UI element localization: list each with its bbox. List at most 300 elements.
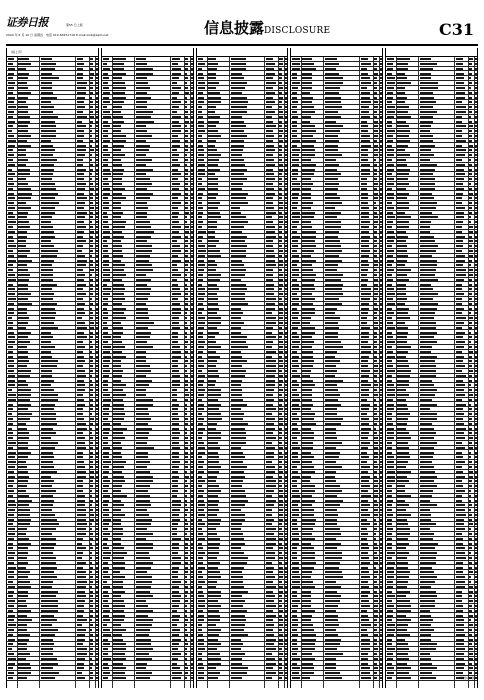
table-cell-text	[77, 485, 83, 487]
table-cell-text	[198, 298, 205, 300]
table-cell-text	[208, 92, 220, 94]
table-cell-text	[380, 543, 382, 545]
table-cell-text	[90, 615, 93, 617]
table-cell-text	[185, 250, 188, 252]
table-cell-text	[208, 634, 219, 636]
table-cell-text	[387, 595, 395, 597]
table-cell-text	[302, 312, 315, 314]
table-cell-text	[420, 58, 431, 60]
table-cell-text	[266, 274, 272, 276]
table-cell-text	[469, 197, 472, 199]
table-cell-text	[77, 284, 86, 286]
table-cell-text	[374, 303, 376, 305]
table-cell-text	[380, 92, 383, 94]
table-cell-text	[136, 648, 153, 650]
table-cell-text	[374, 346, 377, 348]
table-cell-text	[279, 159, 281, 161]
table-cell-text	[456, 538, 463, 540]
table-cell-text	[361, 284, 367, 286]
table-cell-text	[41, 471, 57, 473]
table-cell-text	[136, 528, 148, 530]
table-cell-text	[18, 193, 32, 195]
table-cell-text	[113, 92, 126, 94]
table-cell-text	[41, 97, 57, 99]
table-cell-text	[113, 356, 126, 358]
table-cell-text	[113, 332, 123, 334]
table-cell-text	[361, 77, 370, 79]
table-cell-text	[231, 600, 245, 602]
table-cell-text	[475, 106, 478, 108]
table-cell-text	[266, 567, 274, 569]
table-cell-text	[77, 164, 83, 166]
table-cell-text	[325, 595, 340, 597]
table-cell-text	[96, 197, 99, 199]
table-cell-text	[8, 92, 13, 94]
table-cell-text	[387, 207, 393, 209]
table-cell-text	[103, 452, 109, 454]
table-cell-text	[380, 269, 383, 271]
table-cell-text	[136, 202, 147, 204]
table-cell-text	[456, 92, 465, 94]
table-cell-text	[302, 149, 315, 151]
table-cell-text	[279, 389, 282, 391]
table-cell-text	[8, 360, 14, 362]
table-cell-text	[380, 226, 383, 228]
table-cell-text	[285, 87, 288, 89]
table-cell-text	[361, 140, 370, 142]
table-cell-text	[475, 567, 478, 569]
table-cell-text	[77, 97, 85, 99]
table-cell-text	[279, 130, 283, 132]
table-cell-text	[185, 135, 189, 137]
table-cell-text	[191, 514, 193, 516]
table-cell-text	[96, 351, 99, 353]
table-cell-text	[469, 360, 472, 362]
table-cell-text	[198, 164, 205, 166]
table-cell-text	[231, 260, 242, 262]
table-cell-text	[113, 336, 122, 338]
table-cell-text	[285, 509, 288, 511]
table-cell-text	[361, 476, 369, 478]
table-cell-text	[361, 667, 370, 669]
table-cell-text	[361, 87, 367, 89]
table-cell-text	[456, 236, 465, 238]
table-cell-text	[231, 595, 242, 597]
table-cell-text	[380, 466, 383, 468]
table-cell-text	[475, 605, 478, 607]
table-cell-text	[191, 639, 194, 641]
table-cell-text	[136, 399, 153, 401]
table-cell-text	[380, 279, 383, 281]
table-cell-text	[103, 648, 108, 650]
table-cell-text	[208, 360, 218, 362]
table-cell-text	[302, 106, 313, 108]
table-cell-text	[77, 130, 84, 132]
table-cell-text	[198, 480, 205, 482]
table-cell-text	[198, 375, 205, 377]
table-cell-text	[456, 87, 465, 89]
table-cell-text	[172, 63, 179, 65]
table-cell-text	[325, 212, 341, 214]
table-cell-text	[8, 485, 13, 487]
table-cell-text	[113, 260, 121, 262]
table-cell-text	[279, 428, 282, 430]
table-cell-text	[456, 672, 463, 674]
table-cell-text	[172, 116, 182, 118]
table-cell-text	[113, 408, 124, 410]
table-cell-text	[285, 221, 288, 223]
table-cell-text	[198, 111, 203, 113]
table-cell-text	[456, 360, 463, 362]
table-cell-text	[41, 356, 52, 358]
table-cell-text	[325, 106, 341, 108]
table-cell-text	[90, 365, 93, 367]
table-cell-text	[96, 336, 98, 338]
table-cell-text	[302, 586, 314, 588]
table-cell-text	[266, 140, 272, 142]
table-cell-text	[302, 82, 311, 84]
table-cell-text	[374, 293, 378, 295]
table-cell-text	[374, 509, 377, 511]
table-cell-text	[41, 260, 54, 262]
table-rows	[102, 57, 193, 688]
table-cell-text	[185, 571, 189, 573]
table-cell-text	[325, 125, 342, 127]
table-cell-text	[387, 639, 392, 641]
table-cell-text	[374, 125, 378, 127]
table-cell-text	[18, 101, 26, 103]
table-cell-text	[208, 476, 218, 478]
table-cell-text	[380, 169, 382, 171]
table-cell-text	[374, 495, 378, 497]
table-cell-text	[185, 495, 187, 497]
table-cell-text	[279, 351, 283, 353]
table-cell-text	[18, 509, 30, 511]
table-cell-text	[103, 73, 108, 75]
table-cell-text	[185, 145, 189, 147]
table-cell-text	[397, 543, 408, 545]
table-cell-text	[41, 547, 54, 549]
table-cell-text	[136, 504, 151, 506]
table-cell-text	[96, 461, 99, 463]
table-cell-text	[325, 447, 336, 449]
table-cell-text	[302, 466, 314, 468]
table-cell-text	[302, 226, 312, 228]
table-cell-text	[185, 240, 189, 242]
table-cell-text	[302, 212, 315, 214]
table-cell-text	[397, 308, 409, 310]
table-cell-text	[380, 341, 383, 343]
table-cell-text	[8, 121, 15, 123]
table-cell-text	[198, 643, 205, 645]
table-cell-text	[361, 101, 371, 103]
table-cell-text	[374, 639, 376, 641]
table-cell-text	[475, 240, 478, 242]
table-cell-text	[456, 231, 462, 233]
table-cell-text	[198, 121, 205, 123]
table-cell-text	[266, 658, 275, 660]
table-cell-text	[231, 183, 243, 185]
table-cell-text	[361, 423, 369, 425]
table-cell-text	[361, 658, 368, 660]
table-cell-text	[18, 543, 31, 545]
table-cell-text	[387, 389, 394, 391]
table-rows	[197, 57, 288, 688]
table-cell-text	[397, 619, 410, 621]
table-cell-text	[136, 308, 148, 310]
table-cell-text	[191, 183, 193, 185]
table-cell-text	[475, 298, 478, 300]
table-cell-text	[325, 466, 342, 468]
table-cell-text	[387, 87, 394, 89]
table-cell-text	[325, 356, 335, 358]
table-cell-text	[285, 404, 288, 406]
table-cell-text	[198, 490, 204, 492]
table-cell-text	[302, 639, 315, 641]
table-cell-text	[380, 581, 383, 583]
table-cell-text	[172, 432, 180, 434]
table-cell-text	[136, 193, 153, 195]
table-cell-text	[374, 437, 378, 439]
table-cell-text	[397, 643, 408, 645]
table-cell-text	[266, 653, 272, 655]
table-cell-text	[380, 610, 383, 612]
table-cell-text	[90, 591, 93, 593]
table-cell-text	[185, 490, 187, 492]
table-cell-text	[302, 101, 311, 103]
table-cell-text	[231, 571, 242, 573]
table-cell-text	[18, 351, 28, 353]
table-cell-text	[380, 284, 383, 286]
table-cell-text	[172, 202, 181, 204]
table-cell-text	[18, 279, 30, 281]
table-cell-text	[103, 336, 111, 338]
table-cell-text	[279, 121, 282, 123]
table-cell-text	[185, 432, 187, 434]
table-cell-text	[18, 591, 28, 593]
table-cell-text	[302, 619, 311, 621]
table-cell-text	[231, 586, 244, 588]
table-cell-text	[285, 178, 288, 180]
table-cell-text	[185, 197, 189, 199]
table-cell-text	[285, 121, 288, 123]
table-cell-text	[103, 562, 108, 564]
table-cell-text	[185, 351, 188, 353]
table-cell-text	[266, 164, 275, 166]
table-cell-text	[387, 130, 394, 132]
table-cell-text	[231, 173, 244, 175]
table-cell-text	[103, 92, 110, 94]
table-cell-text	[103, 667, 109, 669]
table-cell-text	[231, 87, 246, 89]
table-cell-text	[397, 101, 405, 103]
table-cell-text	[397, 226, 409, 228]
table-cell-text	[90, 413, 93, 415]
table-cell-text	[285, 116, 287, 118]
table-cell-text	[397, 145, 408, 147]
table-cell-text	[113, 279, 122, 281]
table-cell-text	[266, 332, 272, 334]
table-cell-text	[90, 159, 92, 161]
table-cell-text	[8, 432, 13, 434]
table-cell-text	[103, 663, 108, 665]
table-cell-text	[18, 274, 30, 276]
table-cell-text	[279, 533, 282, 535]
table-cell-text	[8, 221, 16, 223]
table-cell-text	[456, 188, 464, 190]
table-cell-text	[90, 346, 93, 348]
table-cell-text	[185, 658, 187, 660]
table-cell-text	[90, 269, 94, 271]
table-cell-text	[279, 547, 282, 549]
table-cell-text	[96, 226, 99, 228]
table-cell-text	[361, 619, 369, 621]
table-cell-text	[469, 504, 472, 506]
table-cell-text	[198, 116, 203, 118]
table-cell-text	[198, 581, 205, 583]
table-cell-text	[361, 351, 371, 353]
table-cell-text	[266, 121, 273, 123]
table-cell-text	[191, 471, 194, 473]
table-cell-text	[361, 418, 369, 420]
table-cell-text	[387, 169, 394, 171]
table-cell-text	[469, 101, 472, 103]
table-cell-text	[361, 312, 368, 314]
table-cell-text	[397, 360, 408, 362]
table-cell-text	[302, 389, 312, 391]
table-cell-text	[191, 293, 194, 295]
table-cell-text	[285, 173, 288, 175]
table-cell-text	[420, 519, 431, 521]
table-cell-text	[231, 274, 245, 276]
table-cell-text	[266, 327, 272, 329]
table-cell-text	[136, 595, 153, 597]
table-cell-text	[208, 538, 220, 540]
table-cell-text	[96, 159, 98, 161]
table-cell-text	[113, 399, 123, 401]
table-cell-text	[18, 504, 29, 506]
table-cell-text	[41, 327, 58, 329]
table-cell-text	[96, 471, 99, 473]
table-cell-text	[191, 197, 194, 199]
table-cell-text	[380, 394, 383, 396]
table-cell-text	[469, 663, 472, 665]
table-cell-text	[292, 92, 297, 94]
table-cell-text	[325, 624, 339, 626]
table-cell-text	[387, 456, 393, 458]
table-cell-text	[361, 538, 367, 540]
table-cell-text	[380, 125, 383, 127]
table-cell-text	[8, 327, 13, 329]
table-cell-text	[380, 452, 382, 454]
table-cell-text	[292, 495, 299, 497]
table-cell-text	[469, 428, 472, 430]
table-cell-text	[380, 193, 383, 195]
table-cell-text	[8, 653, 14, 655]
table-cell-text	[231, 380, 243, 382]
table-cell-text	[302, 365, 313, 367]
table-cell-text	[96, 437, 99, 439]
table-cell-text	[397, 317, 410, 319]
table-cell-text	[191, 260, 194, 262]
table-cell-text	[420, 236, 434, 238]
table-cell-text	[420, 404, 437, 406]
table-cell-text	[41, 183, 55, 185]
table-cell-text	[361, 116, 370, 118]
table-cell-text	[113, 63, 125, 65]
table-cell-text	[387, 106, 394, 108]
table-cell-text	[90, 87, 93, 89]
table-cell-text	[198, 101, 205, 103]
table-cell-text	[208, 341, 216, 343]
table-cell-text	[185, 547, 189, 549]
table-cell-text	[361, 193, 368, 195]
table-cell-text	[18, 452, 31, 454]
table-cell-text	[285, 634, 288, 636]
table-cell-text	[172, 216, 178, 218]
table-cell-text	[266, 495, 272, 497]
table-cell-text	[41, 514, 56, 516]
table-cell-text	[456, 615, 463, 617]
table-cell-text	[198, 269, 204, 271]
table-cell-text	[172, 677, 181, 679]
table-cell-text	[96, 447, 99, 449]
table-cell-text	[18, 77, 28, 79]
table-cell-text	[475, 615, 478, 617]
table-cell-text	[113, 547, 124, 549]
table-cell-text	[96, 394, 99, 396]
table-cell-text	[8, 207, 15, 209]
table-cell-text	[198, 394, 205, 396]
table-cell-text	[475, 77, 478, 79]
table-cell-text	[90, 667, 93, 669]
table-cell-text	[172, 245, 180, 247]
table-cell-text	[387, 428, 394, 430]
table-cell-text	[113, 240, 121, 242]
table-cell-text	[292, 269, 299, 271]
table-cell-text	[185, 92, 189, 94]
table-cell-text	[456, 159, 462, 161]
table-cell-text	[397, 586, 407, 588]
table-cell-text	[208, 543, 220, 545]
table-cell-text	[96, 154, 99, 156]
table-cell-text	[208, 380, 216, 382]
table-cell-text	[380, 140, 383, 142]
table-cell-text	[77, 336, 87, 338]
table-cell-text	[172, 97, 178, 99]
table-cell-text	[302, 418, 313, 420]
table-cell-text	[18, 663, 30, 665]
table-cell-text	[285, 140, 288, 142]
table-cell-text	[90, 212, 93, 214]
table-cell-text	[387, 154, 394, 156]
table-cell-text	[208, 591, 222, 593]
table-cell-text	[8, 447, 13, 449]
table-cell-text	[420, 130, 430, 132]
table-cell-text	[231, 298, 245, 300]
table-cell-text	[361, 121, 367, 123]
table-cell-text	[292, 255, 299, 257]
table-cell-text	[420, 504, 436, 506]
table-cell-text	[292, 610, 297, 612]
table-cell-text	[41, 317, 55, 319]
table-cell-text	[136, 456, 149, 458]
table-cell-text	[77, 610, 84, 612]
table-cell-text	[90, 648, 93, 650]
table-cell-text	[8, 500, 15, 502]
table-cell-text	[18, 576, 28, 578]
table-cell-text	[361, 135, 370, 137]
